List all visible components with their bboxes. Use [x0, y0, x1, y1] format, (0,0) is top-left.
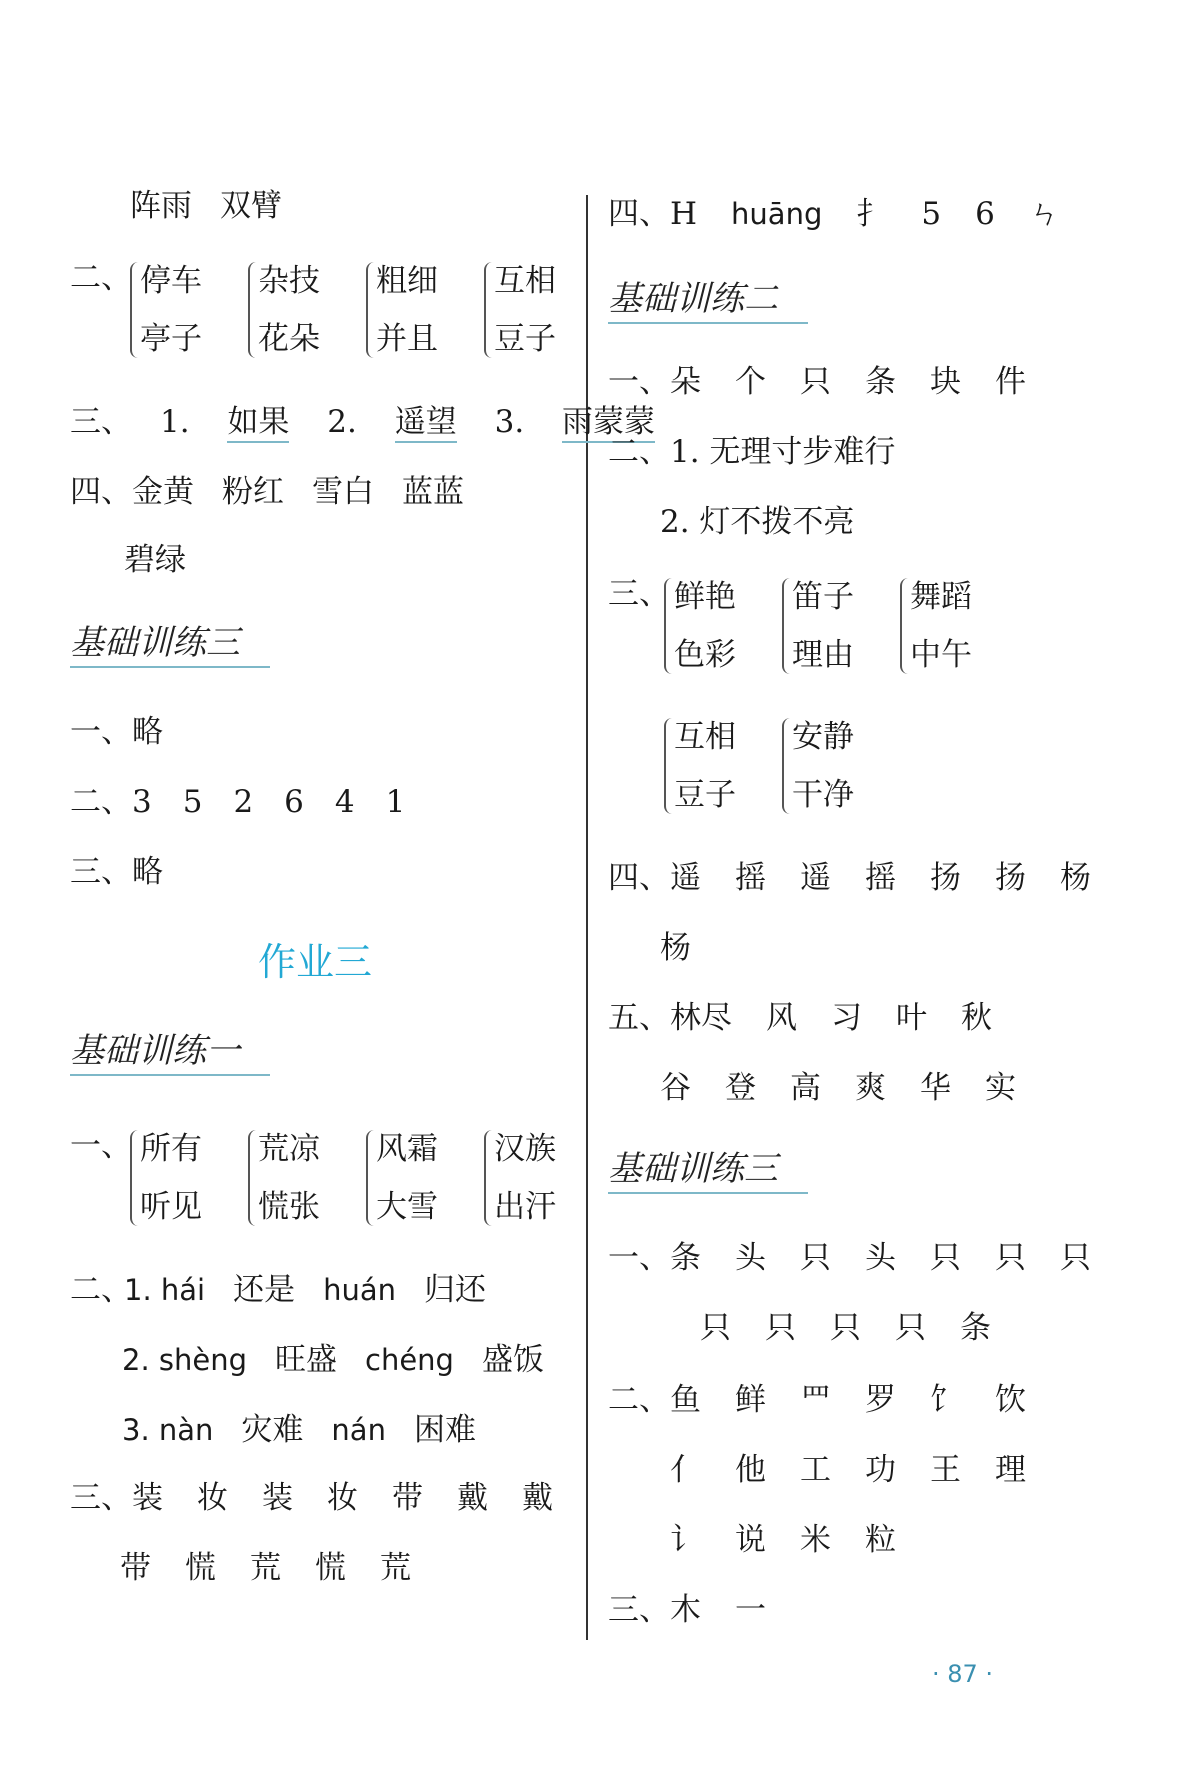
brace-pair [130, 1120, 202, 1236]
pair-bottom: 豆子 [494, 321, 556, 357]
pair-top: 互相 [494, 263, 556, 299]
brace-pair [484, 252, 556, 368]
pair-top: 杂技 [258, 263, 320, 299]
brace-pair [248, 1120, 320, 1236]
brace-pair [130, 252, 202, 368]
brace-icon [900, 578, 910, 674]
pinyin: 2. shèng [122, 1343, 248, 1377]
pair-top: 汉族 [494, 1131, 556, 1167]
d3-line: 三、木 一 [608, 1592, 766, 1628]
q3-answer: 如果 [227, 404, 289, 443]
pair-bottom: 大雪 [376, 1189, 438, 1225]
pair-top: 安静 [792, 719, 854, 755]
q3-answer: 雨蒙蒙 [562, 404, 655, 443]
section-heading: 基础训练三 [70, 620, 270, 668]
b2-row [122, 1410, 476, 1450]
pair-top: 荒凉 [258, 1131, 320, 1167]
a3-line: 三、略 [70, 854, 163, 890]
brace-pair [484, 1120, 556, 1236]
q3-line: 三、 1. 如果 2. 遥望 3. 雨蒙蒙 [70, 402, 655, 442]
c3-label: 三、 [608, 576, 670, 612]
brace-icon [366, 1130, 376, 1226]
d2-line-1: 二、鱼 鲜 罒 罗 饣 饮 [608, 1382, 1026, 1418]
pair-top: 粗细 [376, 263, 438, 299]
word: 归还 [424, 1272, 487, 1308]
left-line-1 [130, 186, 282, 226]
q4-line: 四、金黄 粉红 雪白 蓝蓝 [70, 474, 464, 510]
b2-row [122, 1340, 544, 1380]
word: 阵雨 [130, 188, 192, 224]
c1-line: 一、朵 个 只 条 块 件 [608, 364, 1026, 400]
brace-pair [248, 252, 320, 368]
b3-line: 三、装 妆 装 妆 带 戴 戴 [70, 1480, 553, 1516]
pair-bottom: 出汗 [494, 1189, 556, 1225]
b1-label: 一、 [70, 1128, 132, 1164]
pair-bottom: 亭子 [140, 321, 202, 357]
pair-bottom: 色彩 [674, 637, 736, 673]
pair-bottom: 慌张 [258, 1189, 320, 1225]
pair-bottom: 豆子 [674, 777, 736, 813]
pair-top: 笛子 [792, 579, 854, 615]
pinyin: 1. hái [124, 1273, 206, 1307]
pinyin: chéng [365, 1343, 454, 1377]
pinyin: 3. nàn [122, 1413, 214, 1447]
pinyin: nán [331, 1413, 386, 1447]
brace-icon [782, 718, 792, 814]
pair-bottom: 花朵 [258, 321, 320, 357]
brace-pair [782, 708, 854, 824]
b2-label: 二、 [70, 1272, 132, 1308]
c5-line: 五、林尽 风 习 叶 秋 [608, 1000, 992, 1036]
brace-icon [130, 262, 140, 358]
d2-line-2: 亻 他 工 功 王 理 [670, 1452, 1026, 1488]
pair-top: 舞蹈 [910, 579, 972, 615]
q2-label: 二、 [70, 260, 132, 296]
pair-top: 风霜 [376, 1131, 438, 1167]
r4-line: 四、H huāng 扌 5 6 ㄣ [608, 196, 1060, 232]
page-number: · 87 · [931, 1660, 993, 1688]
brace-icon [484, 262, 494, 358]
pair-top: 停车 [140, 263, 202, 299]
b3-continuation: 带 慌 荒 慌 荒 [120, 1550, 411, 1586]
section-heading: 基础训练一 [70, 1028, 270, 1076]
brace-pair [366, 1120, 438, 1236]
pinyin: huán [323, 1273, 397, 1307]
brace-icon [248, 1130, 258, 1226]
brace-icon [366, 262, 376, 358]
brace-icon [484, 1130, 494, 1226]
brace-pair [664, 568, 736, 684]
chapter-title: 作业三 [258, 940, 373, 984]
brace-icon [664, 718, 674, 814]
pair-bottom: 干净 [792, 777, 854, 813]
pair-top: 互相 [674, 719, 736, 755]
c5-continuation: 谷 登 高 爽 华 实 [660, 1070, 1016, 1106]
c2-line-2: 2. 灯不拨不亮 [660, 504, 855, 540]
brace-icon [248, 262, 258, 358]
brace-pair [900, 568, 972, 684]
a2-line: 二、3 5 2 6 4 1 [70, 784, 406, 820]
word: 盛饭 [481, 1342, 544, 1378]
pair-bottom: 理由 [792, 637, 854, 673]
word: 还是 [233, 1272, 296, 1308]
word: 困难 [413, 1412, 476, 1448]
c4-line: 四、遥 摇 遥 摇 扬 扬 杨 [608, 860, 1091, 896]
brace-icon [782, 578, 792, 674]
pair-bottom: 听见 [140, 1189, 202, 1225]
b2-row [124, 1270, 486, 1310]
pair-top: 所有 [140, 1131, 202, 1167]
word: 旺盛 [275, 1342, 338, 1378]
section-heading: 基础训练三 [608, 1146, 808, 1194]
d2-line-3: 讠 说 米 粒 [670, 1522, 896, 1558]
q3-answer: 遥望 [395, 404, 457, 443]
brace-pair [366, 252, 438, 368]
pair-bottom: 中午 [910, 637, 972, 673]
brace-pair [664, 708, 736, 824]
a1-line: 一、略 [70, 714, 163, 750]
c2-line-1: 二、1. 无理寸步难行 [608, 434, 896, 470]
pair-bottom: 并且 [376, 321, 438, 357]
c4-continuation: 杨 [660, 930, 691, 966]
word: 双臂 [220, 188, 282, 224]
q4-continuation: 碧绿 [124, 542, 186, 578]
d1-continuation: 只 只 只 只 条 [700, 1310, 991, 1346]
d1-line: 一、条 头 只 头 只 只 只 [608, 1240, 1091, 1276]
section-heading: 基础训练二 [608, 276, 808, 324]
brace-icon [130, 1130, 140, 1226]
brace-icon [664, 578, 674, 674]
pair-top: 鲜艳 [674, 579, 736, 615]
brace-pair [782, 568, 854, 684]
word: 灾难 [241, 1412, 304, 1448]
